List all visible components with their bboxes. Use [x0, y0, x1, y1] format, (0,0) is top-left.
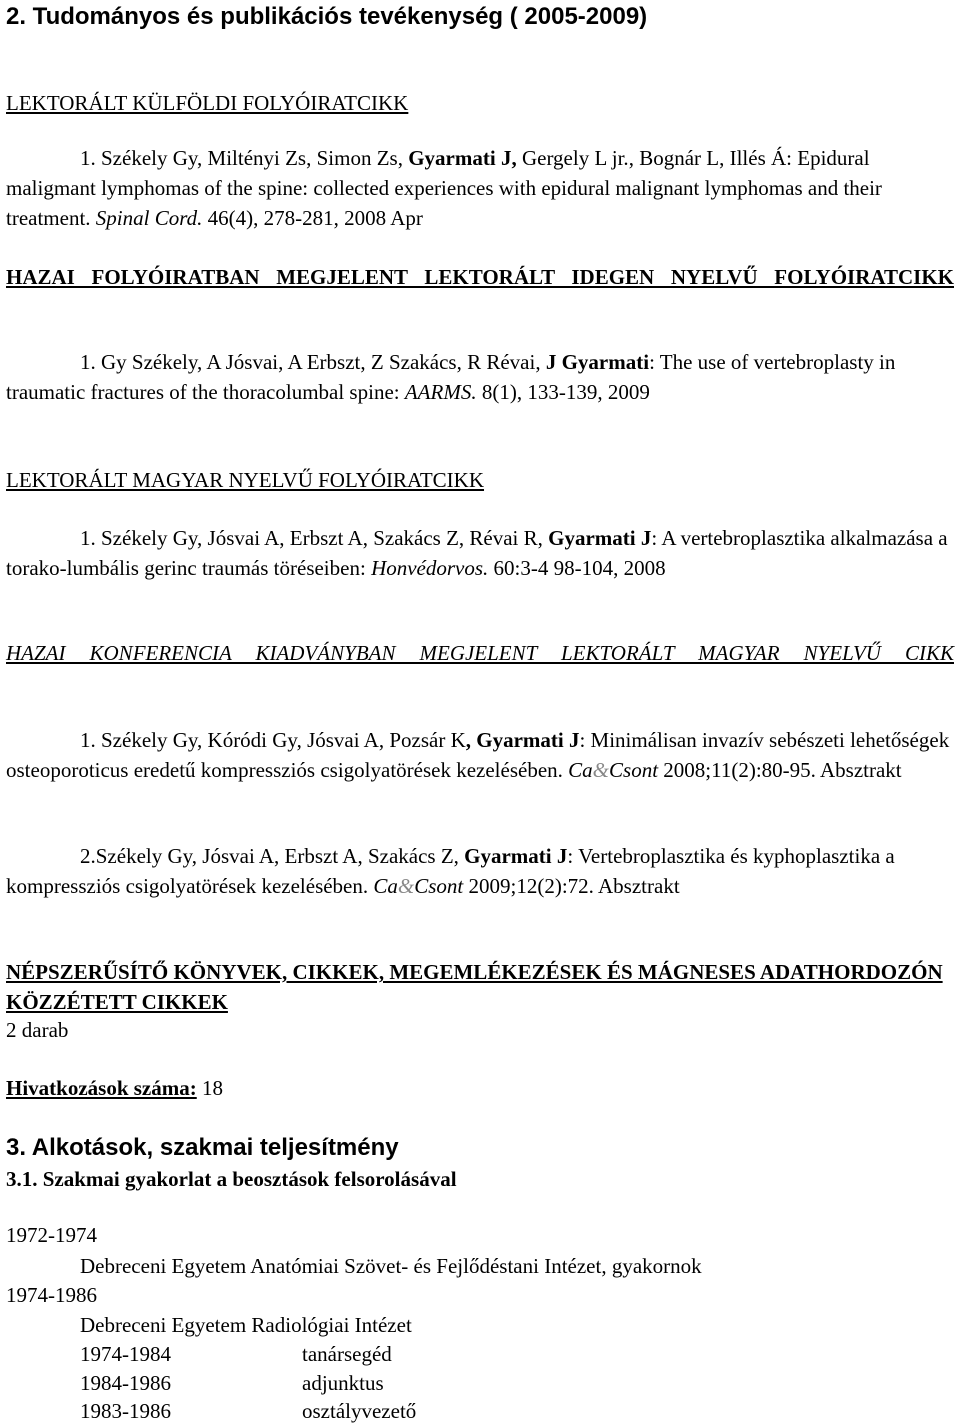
foreign-item-1	[6, 143, 954, 233]
position-years: 1984-1986	[80, 1371, 171, 1395]
section-2-title: 2. Tudományos és publikációs tevékenység ( 2005-2009)	[6, 3, 648, 30]
journal-name: Spinal Cord.	[95, 206, 203, 230]
career-period-1: 1972-1974	[6, 1223, 97, 1247]
reference: 60:3-4 98-104, 2008	[488, 556, 666, 580]
section-3-title: 3. Alkotások, szakmai teljesítmény	[6, 1134, 399, 1161]
authors: Székely Gy, Jósvai A, Erbszt A, Szakács Z, Révai R,	[101, 526, 549, 550]
author-highlight: Gyarmati J	[464, 844, 568, 868]
section-3-1-title	[6, 1164, 954, 1194]
journal-name: Csont	[414, 874, 464, 898]
hungarian-item-1	[6, 523, 954, 583]
title-text: : The use of vertebroplasty in traumatic fractures of the thoracolumbal spine:	[6, 350, 896, 404]
citations-line	[6, 1073, 954, 1103]
journal-name: Ca	[373, 874, 398, 898]
domestic-foreign-item-1	[6, 347, 954, 407]
author-highlight: J Gyarmati	[545, 350, 650, 374]
position-title: tanársegéd	[302, 1342, 392, 1366]
item-number: 1.	[80, 350, 101, 374]
position-title: adjunktus	[302, 1371, 384, 1395]
conference-item-2	[6, 841, 954, 901]
authors: Gy Székely, A Jósvai, A Erbszt, Z Szakács, R Révai,	[101, 350, 546, 374]
position-title: osztályvezető	[302, 1399, 417, 1423]
item-number: 1.	[80, 526, 101, 550]
journal-name: Ca	[568, 758, 593, 782]
title-text: : Vertebroplasztika és kyphoplasztika a kompressziós csigolyatörések kezelésében.	[6, 844, 895, 898]
journal-ampersand: &	[592, 758, 610, 782]
conference-item-1	[6, 725, 954, 785]
journal-ampersand: &	[397, 874, 415, 898]
author-highlight: , Gyarmati J	[465, 728, 580, 752]
heading-conference: HAZAI KONFERENCIA KIADVÁNYBAN MEGJELENT LEKTORÁLT MAGYAR NYELVŰ CIKK	[6, 641, 954, 665]
authors: Gergely L jr.	[516, 146, 629, 170]
career-place-2: Debreceni Egyetem Radiológiai Intézet	[80, 1313, 412, 1337]
author-highlight: Gyarmati J	[548, 526, 652, 550]
position-years: 1974-1984	[80, 1342, 171, 1366]
citations-value: 18	[196, 1076, 223, 1100]
author-highlight: Gyarmati J,	[408, 146, 517, 170]
subsection-title: Szakmai gyakorlat a beosztások felsorolásával	[37, 1167, 457, 1191]
item-number: 2.	[80, 844, 96, 868]
journal-name: Honvédorvos.	[371, 556, 489, 580]
authors: Székely Gy, Jósvai A, Erbszt A, Szakács Z,	[95, 844, 465, 868]
authors: Székely Gy, Miltényi Zs, Simon Zs,	[101, 146, 409, 170]
journal-name: Csont	[609, 758, 659, 782]
title-text: , Bognár L, Illés Á: Epidural maligmant lymphomas of the spine: collected experiences with epidural malignant lymphomas and their treatment.	[6, 146, 882, 230]
item-number: 1.	[80, 146, 101, 170]
popular-count: 2 darab	[6, 1018, 69, 1042]
position-years: 1983-1986	[80, 1399, 171, 1423]
career-period-2: 1974-1986	[6, 1283, 97, 1307]
journal-name: AARMS.	[404, 380, 477, 404]
reference: 46(4), 278-281, 2008 Apr	[202, 206, 423, 230]
heading-domestic-foreign-lang: HAZAI FOLYÓIRATBAN MEGJELENT LEKTORÁLT IDEGEN NYELVŰ FOLYÓIRATCIKK	[6, 265, 954, 289]
authors: Székely Gy, Kóródi Gy, Jósvai A, Pozsár K	[101, 728, 466, 752]
title-text: : A vertebroplasztika alkalmazása a torako-lumbális gerinc traumás töréseiben:	[6, 526, 948, 580]
career-place-1: Debreceni Egyetem Anatómiai Szövet- és Fejlődéstani Intézet, gyakornok	[80, 1254, 702, 1278]
reference: 8(1), 133-139, 2009	[476, 380, 650, 404]
heading-foreign-journal: LEKTORÁLT KÜLFÖLDI FOLYÓIRATCIKK	[6, 91, 409, 115]
reference: 2008;11(2):80-95. Absztrakt	[658, 758, 902, 782]
subsection-number: 3.1.	[6, 1167, 38, 1191]
item-number: 1.	[80, 728, 101, 752]
citations-label: Hivatkozások száma:	[6, 1076, 197, 1100]
title-text: : Minimálisan invazív sebészeti lehetőségek osteoporoticus eredetű kompressziós csigolyatörések kezelésében.	[6, 728, 950, 782]
heading-popular: NÉPSZERŰSÍTŐ KÖNYVEK, CIKKEK, MEGEMLÉKEZÉSEK ÉS MÁGNESES ADATHORDOZÓN KÖZZÉTETT CIKKEK	[6, 960, 943, 1014]
heading-hungarian-journal: LEKTORÁLT MAGYAR NYELVŰ FOLYÓIRATCIKK	[6, 468, 485, 492]
reference: 2009;12(2):72. Absztrakt	[463, 874, 680, 898]
